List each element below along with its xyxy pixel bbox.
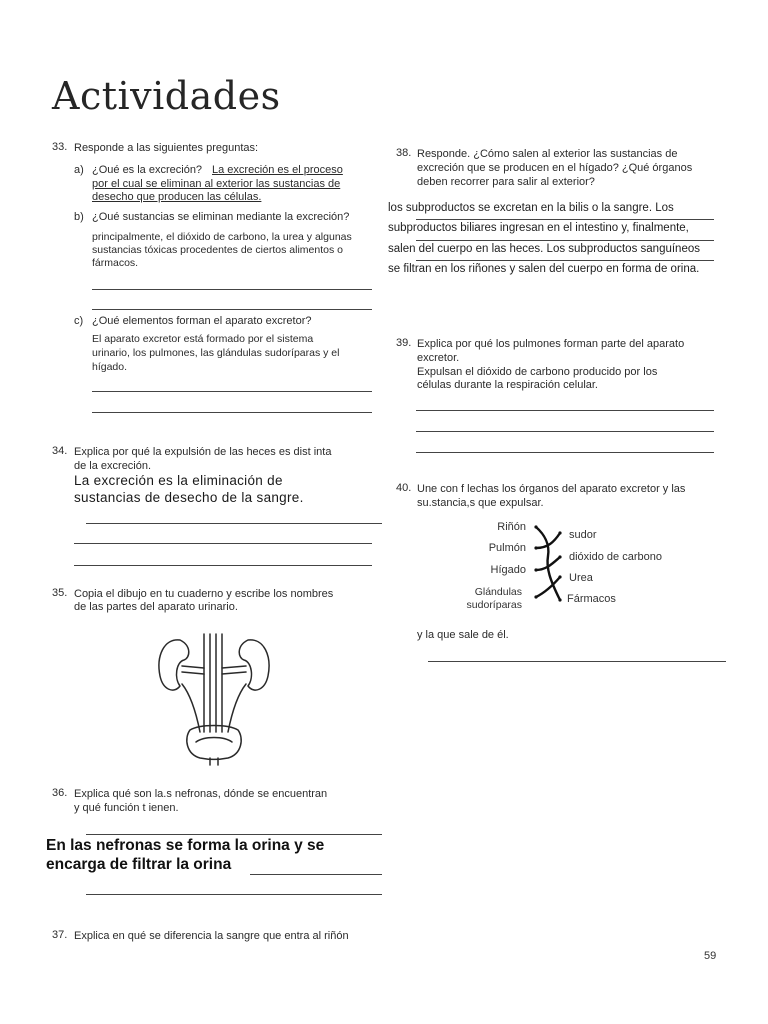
substance-label-sweat: sudor xyxy=(569,529,597,541)
q33c-answer-line-1: El aparato excretor está formado por el sistema xyxy=(92,333,314,345)
q39-answer-line-1: Expulsan el dióxido de carbono producido por los xyxy=(417,366,658,378)
q33c-answer-line-2: urinario, los pulmones, las glándulas sudoríparas y el xyxy=(92,347,340,359)
q39-answer-line-2: células durante la respiración celular. xyxy=(417,379,598,391)
answer-line xyxy=(92,391,372,392)
q33b-letter: b) xyxy=(74,211,84,223)
organ-label-liver: Hígado xyxy=(490,564,526,576)
answer-line xyxy=(74,543,372,544)
q33a-question: ¿Oué es la excreción? xyxy=(92,164,203,176)
q38-line-3: deben recorrer para salir al exterior? xyxy=(417,176,595,188)
q35-line-1: Copia el dibujo en tu cuaderno y escribe los nombres xyxy=(74,588,334,600)
q33c-letter: c) xyxy=(74,315,84,327)
q33a-answer-line-1: La excreción es el proceso xyxy=(212,164,343,176)
q38-number: 38. xyxy=(396,147,412,159)
answer-line xyxy=(92,412,372,413)
q38-line-2: excreción que se producen en el hígado? ¿Qué órganos xyxy=(417,162,693,174)
q34-answer-line-1: La excreción es la eliminación de xyxy=(74,473,283,488)
answer-line xyxy=(428,661,726,662)
q33-prompt: Responde a las siguientes preguntas: xyxy=(74,142,259,154)
q34-answer-line-2: sustancias de desecho de la sangre. xyxy=(74,490,304,505)
q33b-answer-line-3: fármacos. xyxy=(92,257,139,269)
answer-line xyxy=(74,565,372,566)
q33b-answer-line-1: principalmente, el dióxido de carbono, la urea y algunas xyxy=(92,231,352,243)
organ-label-lung: Pulmón xyxy=(488,542,526,554)
q39-line-2: excretor. xyxy=(417,352,460,364)
q33-number: 33. xyxy=(52,141,68,153)
q33a-letter: a) xyxy=(74,164,84,176)
answer-line xyxy=(250,874,382,875)
answer-line xyxy=(416,452,714,453)
answer-line xyxy=(416,240,714,241)
q34-line-1: Explica por qué la expulsión de las heces es dist inta xyxy=(74,446,332,458)
q33b-answer-line-2: sustancias tóxicas procedentes de ciertos alimentos o xyxy=(92,244,343,256)
q33c-answer-line-3: hígado. xyxy=(92,361,128,373)
q34-number: 34. xyxy=(52,445,68,457)
q38-answer-line-1: los subproductos se excretan en la bilis o la sangre. Los xyxy=(388,202,674,214)
answer-line xyxy=(92,309,372,310)
organ-label-sweat-glands-2: sudoríparas xyxy=(466,599,522,611)
q38-line-1: Responde. ¿Cómo salen al exterior las sustancias de xyxy=(417,148,678,160)
q38-answer-line-4: se filtran en los riñones y salen del cuerpo en forma de orina. xyxy=(388,263,700,275)
q36-line-2: y qué función t ienen. xyxy=(74,802,179,814)
q39-line-1: Explica por qué los pulmones forman parte del aparato xyxy=(417,338,685,350)
q33c-question: ¿Oué elementos forman el aparato excretor? xyxy=(92,315,312,327)
page-title: Actividades xyxy=(52,74,281,118)
substance-label-urea: Urea xyxy=(569,572,593,584)
q40-number: 40. xyxy=(396,482,412,494)
answer-line xyxy=(86,523,382,524)
answer-line xyxy=(92,289,372,290)
q36-number: 36. xyxy=(52,787,68,799)
q34-line-2: de la excreción. xyxy=(74,460,152,472)
q40-trailing-text: y la que sale de él. xyxy=(417,629,509,641)
answer-line xyxy=(416,260,714,261)
organ-label-sweat-glands: Glándulas xyxy=(474,586,522,598)
substance-label-drugs: Fármacos xyxy=(567,593,616,605)
q36-answer-line-2: encarga de filtrar la orina xyxy=(46,856,232,873)
answer-line xyxy=(416,431,714,432)
q38-answer-line-3: salen del cuerpo en las heces. Los subproductos sanguíneos xyxy=(388,243,700,255)
q35-number: 35. xyxy=(52,587,68,599)
q36-line-1: Explica qué son la.s nefronas, dónde se encuentran xyxy=(74,788,328,800)
q33b-question: ¿Oué sustancias se eliminan mediante la excreción? xyxy=(92,211,350,223)
q33a-answer-line-3: desecho que producen las células. xyxy=(92,191,262,203)
q37-number: 37. xyxy=(52,929,68,941)
page-number: 59 xyxy=(704,950,717,962)
q35-line-2: de las partes del aparato urinario. xyxy=(74,601,238,613)
answer-line xyxy=(416,410,714,411)
urinary-system-drawing xyxy=(150,632,278,766)
q38-answer-line-2: subproductos biliares ingresan en el intestino y, finalmente, xyxy=(388,222,689,234)
q39-number: 39. xyxy=(396,337,412,349)
q40-line-2: su.stancia,s que expulsar. xyxy=(417,497,544,509)
organ-label-kidney: Riñón xyxy=(497,521,526,533)
answer-line xyxy=(416,219,714,220)
substance-label-co2: dióxido de carbono xyxy=(569,551,662,563)
q40-line-1: Une con f lechas los órganos del aparato excretor y las xyxy=(417,483,686,495)
answer-line xyxy=(86,894,382,895)
answer-line xyxy=(86,834,382,835)
q36-answer-line-1: En las nefronas se forma la orina y se xyxy=(46,837,325,854)
matching-strokes xyxy=(526,518,570,608)
q33a-answer-line-2: por el cual se eliminan al exterior las sustancias de xyxy=(92,178,341,190)
q37-line-1: Explica en qué se diferencia la sangre que entra al riñón xyxy=(74,930,349,942)
